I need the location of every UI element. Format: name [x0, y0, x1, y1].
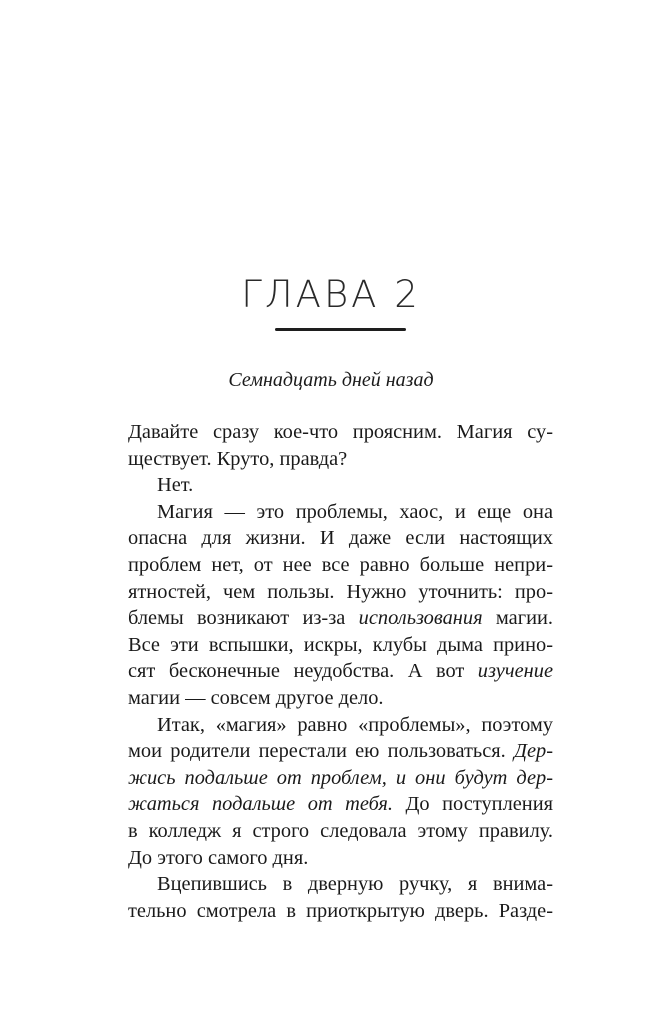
text-run: ществует. Круто, правда? — [128, 447, 348, 470]
text-run: сят бесконечные неудобства. А вот — [128, 660, 478, 683]
italic-run: Дер- — [513, 740, 553, 763]
chapter-epigraph: Семнадцать дней назад — [228, 369, 434, 391]
text-run: Все эти вспышки, искры, клубы дыма прино- — [128, 633, 553, 656]
text-run: тельно смотрела в приоткрытую дверь. Разде- — [128, 899, 553, 922]
text-line — [128, 419, 553, 446]
italic-run: жаться подальше от тебя. — [128, 793, 393, 816]
text-line — [128, 791, 553, 818]
text-line — [128, 472, 553, 499]
text-run: Давайте сразу кое-что проясним. Магия су- — [128, 421, 553, 443]
text-run: Нет. — [157, 474, 194, 497]
text-line — [128, 579, 553, 606]
italic-run: изучение — [477, 660, 553, 683]
text-run: Итак, «магия» равно «проблемы», поэтому — [157, 713, 553, 736]
title-divider — [275, 328, 406, 331]
text-line — [128, 525, 553, 552]
text-line — [128, 499, 553, 526]
text-run: До поступления — [393, 793, 553, 816]
body-text — [128, 419, 553, 924]
text-run: опасна для жизни. И даже если настоящих — [128, 527, 553, 550]
text-line — [128, 658, 553, 685]
text-run: проблем нет, от нее все равно больше непри- — [128, 553, 553, 576]
text-line — [128, 898, 553, 925]
text-line — [128, 871, 553, 898]
text-line — [128, 765, 553, 792]
text-run: мои родители перестали ею пользоваться. — [128, 740, 514, 763]
text-line — [128, 552, 553, 579]
text-run: До этого самого дня. — [128, 846, 309, 869]
chapter-title: ГЛАВА 2 — [241, 273, 421, 316]
text-run: Вцепившись в дверную ручку, я внима- — [157, 873, 553, 896]
text-line — [128, 845, 553, 872]
italic-run: жись подальше от проблем, и они будут дер- — [128, 766, 553, 789]
text-line — [128, 446, 553, 473]
text-line — [128, 632, 553, 659]
text-run: в колледж я строго следовала этому правилу. — [128, 819, 553, 842]
text-run: Магия — это проблемы, хаос, и еще она — [157, 500, 553, 523]
text-line — [128, 685, 553, 712]
text-line — [128, 712, 553, 739]
text-line — [128, 818, 553, 845]
italic-run: использования — [358, 607, 483, 630]
text-run: ятностей, чем пользы. Нужно уточнить: про- — [128, 580, 553, 603]
text-run: магии — совсем другое дело. — [128, 686, 384, 709]
text-line — [128, 605, 553, 632]
text-line — [128, 738, 553, 765]
text-run: магии. — [482, 607, 554, 630]
text-run: блемы возникают из-за — [128, 607, 359, 630]
